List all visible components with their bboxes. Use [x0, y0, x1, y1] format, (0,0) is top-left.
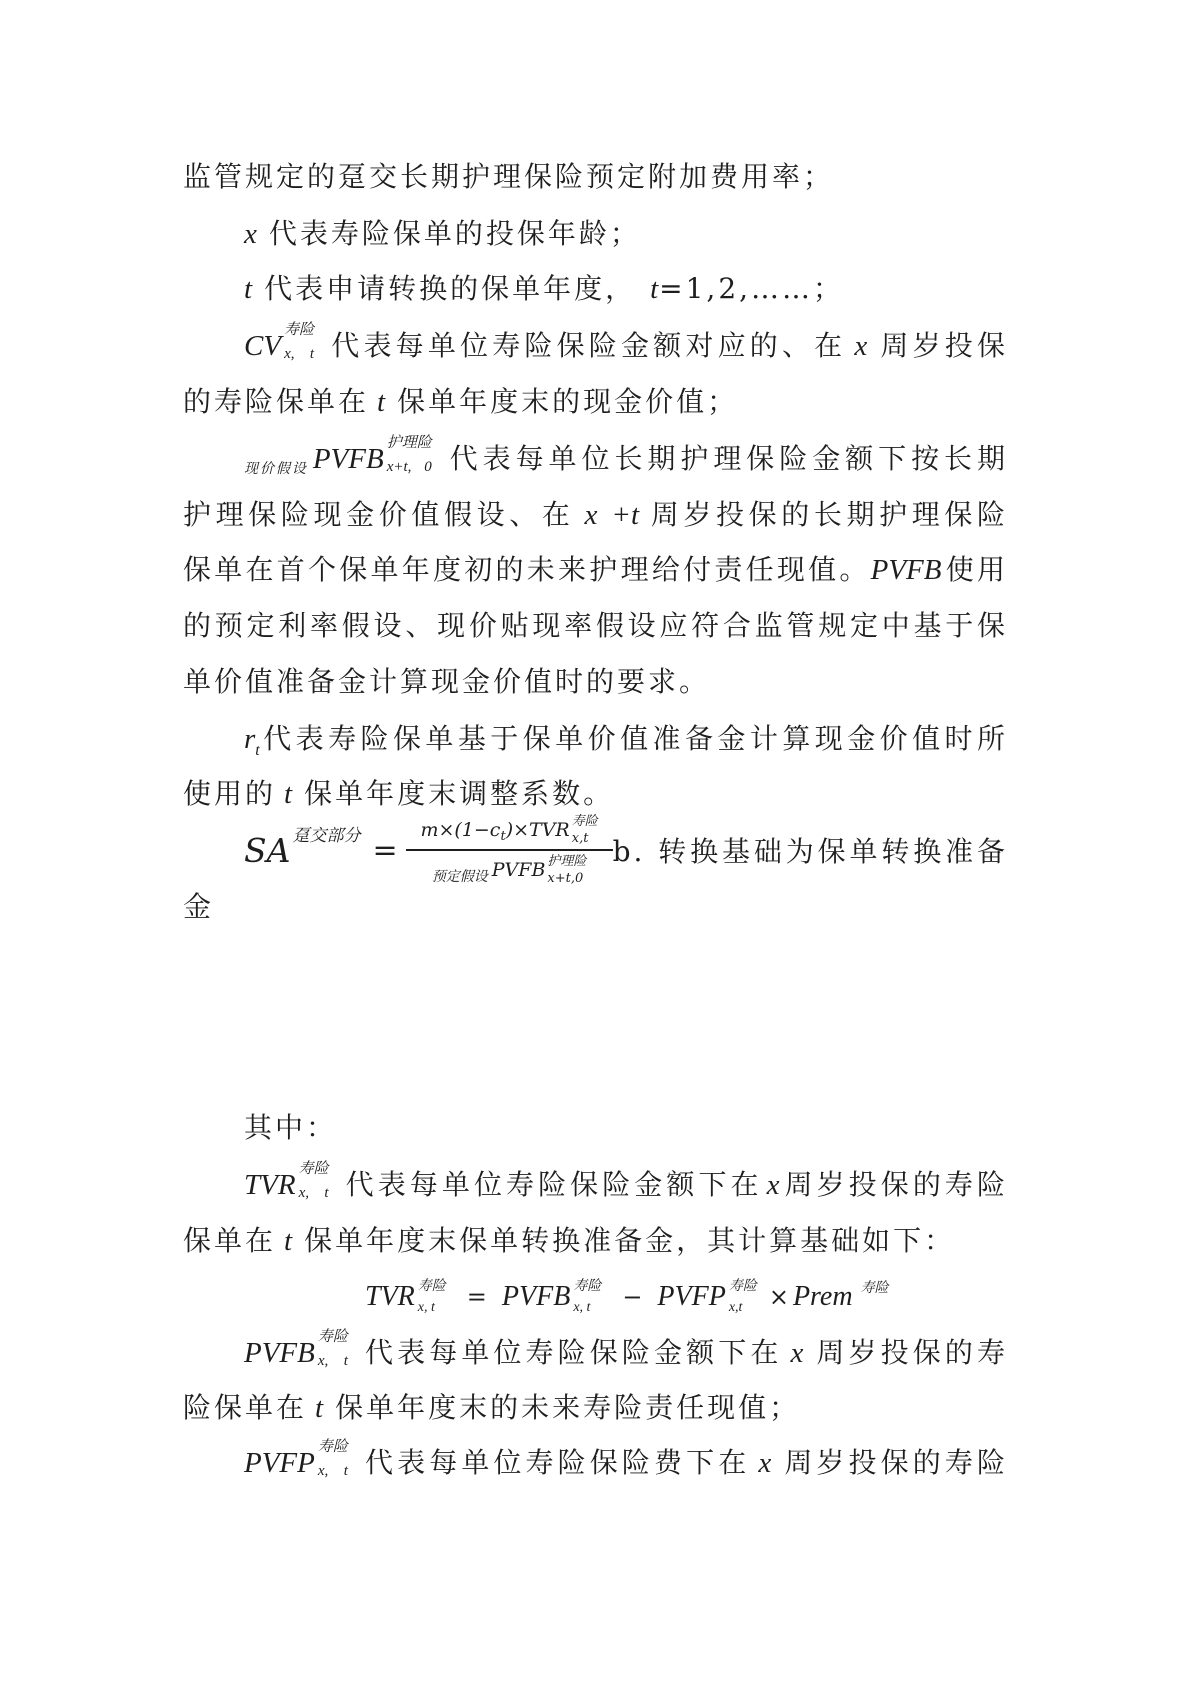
math-symbol: PVFP — [657, 1281, 726, 1312]
math-text: )×TVR — [505, 819, 570, 842]
text-segment: 护理保险现金价值假设、在 — [183, 498, 575, 531]
math-variable: x — [790, 1337, 804, 1369]
text-segment: 保单在 — [183, 1224, 277, 1257]
math-variable: t — [284, 1225, 293, 1257]
sa-formula-line — [244, 808, 1008, 892]
math-subscript: x, t — [317, 1352, 348, 1369]
equals-sign: = — [466, 1283, 487, 1311]
text-line: 监管规定的趸交长期护理保险预定附加费用率； — [183, 160, 835, 193]
math-variable: x — [244, 218, 257, 250]
text-line — [183, 1386, 1008, 1430]
text-segment: 代表每单位寿险保险金额对应的、在 — [330, 329, 847, 362]
text-segment: 代表每单位寿险保险费下在 — [363, 1446, 751, 1479]
math-variable: t — [315, 1392, 324, 1424]
math-prefix: 预定假设 — [431, 868, 488, 885]
math-scripts — [729, 1279, 757, 1315]
text-segment: 保单年度末的未来寿险责任现值； — [335, 1391, 801, 1424]
fraction-numerator — [420, 811, 597, 849]
text-line — [183, 493, 1008, 537]
text-segment: 使用 — [945, 553, 1008, 586]
math-superscript: 寿险 — [317, 1326, 348, 1345]
math-variable: t — [377, 386, 386, 418]
text-segment: 代表每单位长期护理保险金额下按长期 — [447, 442, 1008, 475]
math-subscript: t — [255, 742, 260, 759]
math-prefix: 现价假设 — [244, 461, 308, 477]
text-line — [244, 267, 1008, 311]
text-line — [244, 1158, 1008, 1207]
fraction-denominator — [432, 851, 587, 889]
math-subscript: x, t — [573, 1300, 591, 1315]
math-variable: x — [766, 1169, 780, 1201]
math-subscript: t — [500, 828, 506, 844]
fraction — [406, 811, 613, 889]
equals-sign: = — [372, 832, 398, 868]
math-scripts — [317, 1436, 348, 1479]
math-symbol: PVFB — [244, 1337, 315, 1369]
math-scripts — [547, 855, 586, 885]
tvr-formula — [365, 1275, 889, 1319]
math-superscript: 寿险 — [284, 319, 315, 338]
math-symbol: r — [244, 723, 256, 755]
text-line — [244, 1326, 1008, 1375]
text-segment: 保单年度末保单转换准备金，其计算基础如下： — [304, 1224, 956, 1257]
text-segment: b. 转换基础为保单转换准备 — [612, 835, 1008, 868]
text-segment: 的寿险保单在 — [183, 385, 370, 418]
math-variable: x — [854, 330, 868, 362]
math-variable: t — [284, 778, 293, 810]
math-scripts — [317, 1326, 348, 1369]
math-superscript: 寿险 — [298, 1158, 329, 1177]
math-superscript: 寿险 — [860, 1280, 889, 1296]
math-subscript: x, t — [284, 345, 315, 362]
text-line — [244, 432, 1008, 481]
times-sign: × — [768, 1283, 789, 1311]
text-line — [244, 212, 1008, 256]
text-segment: 周岁投保的寿 — [815, 1336, 1008, 1369]
text-segment: 代表申请转换的保单年度， — [264, 272, 637, 305]
text-segment: 代表寿险保单的投保年龄； — [268, 217, 641, 250]
math-symbol: TVR — [365, 1281, 415, 1312]
text-line: 的预定利率假设、现价贴现率假设应符合监管规定中基于保 — [183, 609, 1008, 642]
text-line — [183, 380, 1008, 424]
text-segment: 使用的 — [183, 777, 277, 810]
text-segment: 保单年度末调整系数。 — [304, 777, 615, 810]
math-scripts — [573, 1279, 601, 1315]
math-subscript: x, t — [417, 1300, 435, 1315]
text-segment: 周岁投保 — [879, 329, 1008, 362]
math-subscript: x,t — [571, 831, 589, 847]
text-segment: 代表寿险保单基于保单价值准备金计算现金价值时所 — [261, 722, 1008, 755]
math-subscript: x, t — [298, 1184, 329, 1201]
math-symbol: PVFB — [870, 554, 942, 586]
math-superscript: 寿险 — [728, 1278, 757, 1294]
math-variable: c — [489, 819, 501, 842]
math-superscript: 趸交部分 — [292, 826, 361, 846]
math-subscript: x, t — [317, 1462, 348, 1479]
math-symbol: CV — [244, 330, 282, 362]
math-subscript: x+t,0 — [547, 870, 584, 886]
text-segment: 周岁投保的寿险 — [783, 1446, 1008, 1479]
math-scripts — [284, 319, 315, 362]
text-segment: 代表每单位寿险保险金额下在 — [344, 1168, 763, 1201]
text-line — [183, 548, 1008, 592]
text-line: 金 — [183, 890, 215, 923]
text-line: 单价值准备金计算现金价值时的要求。 — [183, 665, 711, 698]
math-scripts — [298, 1158, 329, 1201]
math-superscript: 寿险 — [317, 1436, 348, 1455]
minus-sign: − — [622, 1283, 643, 1311]
math-scripts — [418, 1279, 446, 1315]
text-segment: =1,2,……； — [659, 272, 845, 305]
math-symbol: Prem — [792, 1281, 853, 1312]
math-superscript: 寿险 — [417, 1278, 446, 1294]
math-superscript: 寿险 — [573, 1278, 602, 1294]
text-segment: 保单在首个保单年度初的未来护理给付责任现值。 — [183, 553, 871, 586]
math-variable: x — [758, 1447, 772, 1479]
text-line: 其中： — [244, 1111, 338, 1144]
text-line — [244, 319, 1008, 368]
text-segment: 周岁投保的长期护理保险 — [649, 498, 1008, 531]
math-text: m×(1− — [420, 819, 490, 842]
text-line — [244, 717, 1008, 761]
math-operator: +t — [611, 499, 640, 531]
math-variable: t — [650, 273, 659, 305]
math-subscript: x,t — [728, 1300, 743, 1315]
math-superscript: 寿险 — [571, 814, 598, 830]
math-variable: x — [584, 499, 598, 531]
math-subscript: x+t, 0 — [386, 458, 432, 475]
text-segment: 代表每单位寿险保险金额下在 — [363, 1336, 783, 1369]
math-symbol: PVFB — [501, 1281, 571, 1312]
math-symbol: TVR — [244, 1169, 296, 1201]
math-variable: t — [244, 273, 253, 305]
math-superscript: 护理险 — [386, 432, 432, 451]
math-symbol: SA — [244, 830, 291, 870]
text-segment: 险保单在 — [183, 1391, 308, 1424]
math-superscript: 护理险 — [547, 853, 587, 869]
text-segment: 周岁投保的寿险 — [783, 1168, 1008, 1201]
math-scripts — [386, 432, 432, 475]
math-scripts — [572, 815, 598, 845]
math-symbol: PVFB — [491, 858, 546, 881]
text-segment: 保单年度末的现金价值； — [397, 385, 739, 418]
math-symbol: PVFB — [312, 443, 384, 475]
math-symbol: PVFP — [244, 1447, 315, 1479]
text-line — [183, 1219, 1008, 1263]
text-line — [244, 1436, 1008, 1485]
